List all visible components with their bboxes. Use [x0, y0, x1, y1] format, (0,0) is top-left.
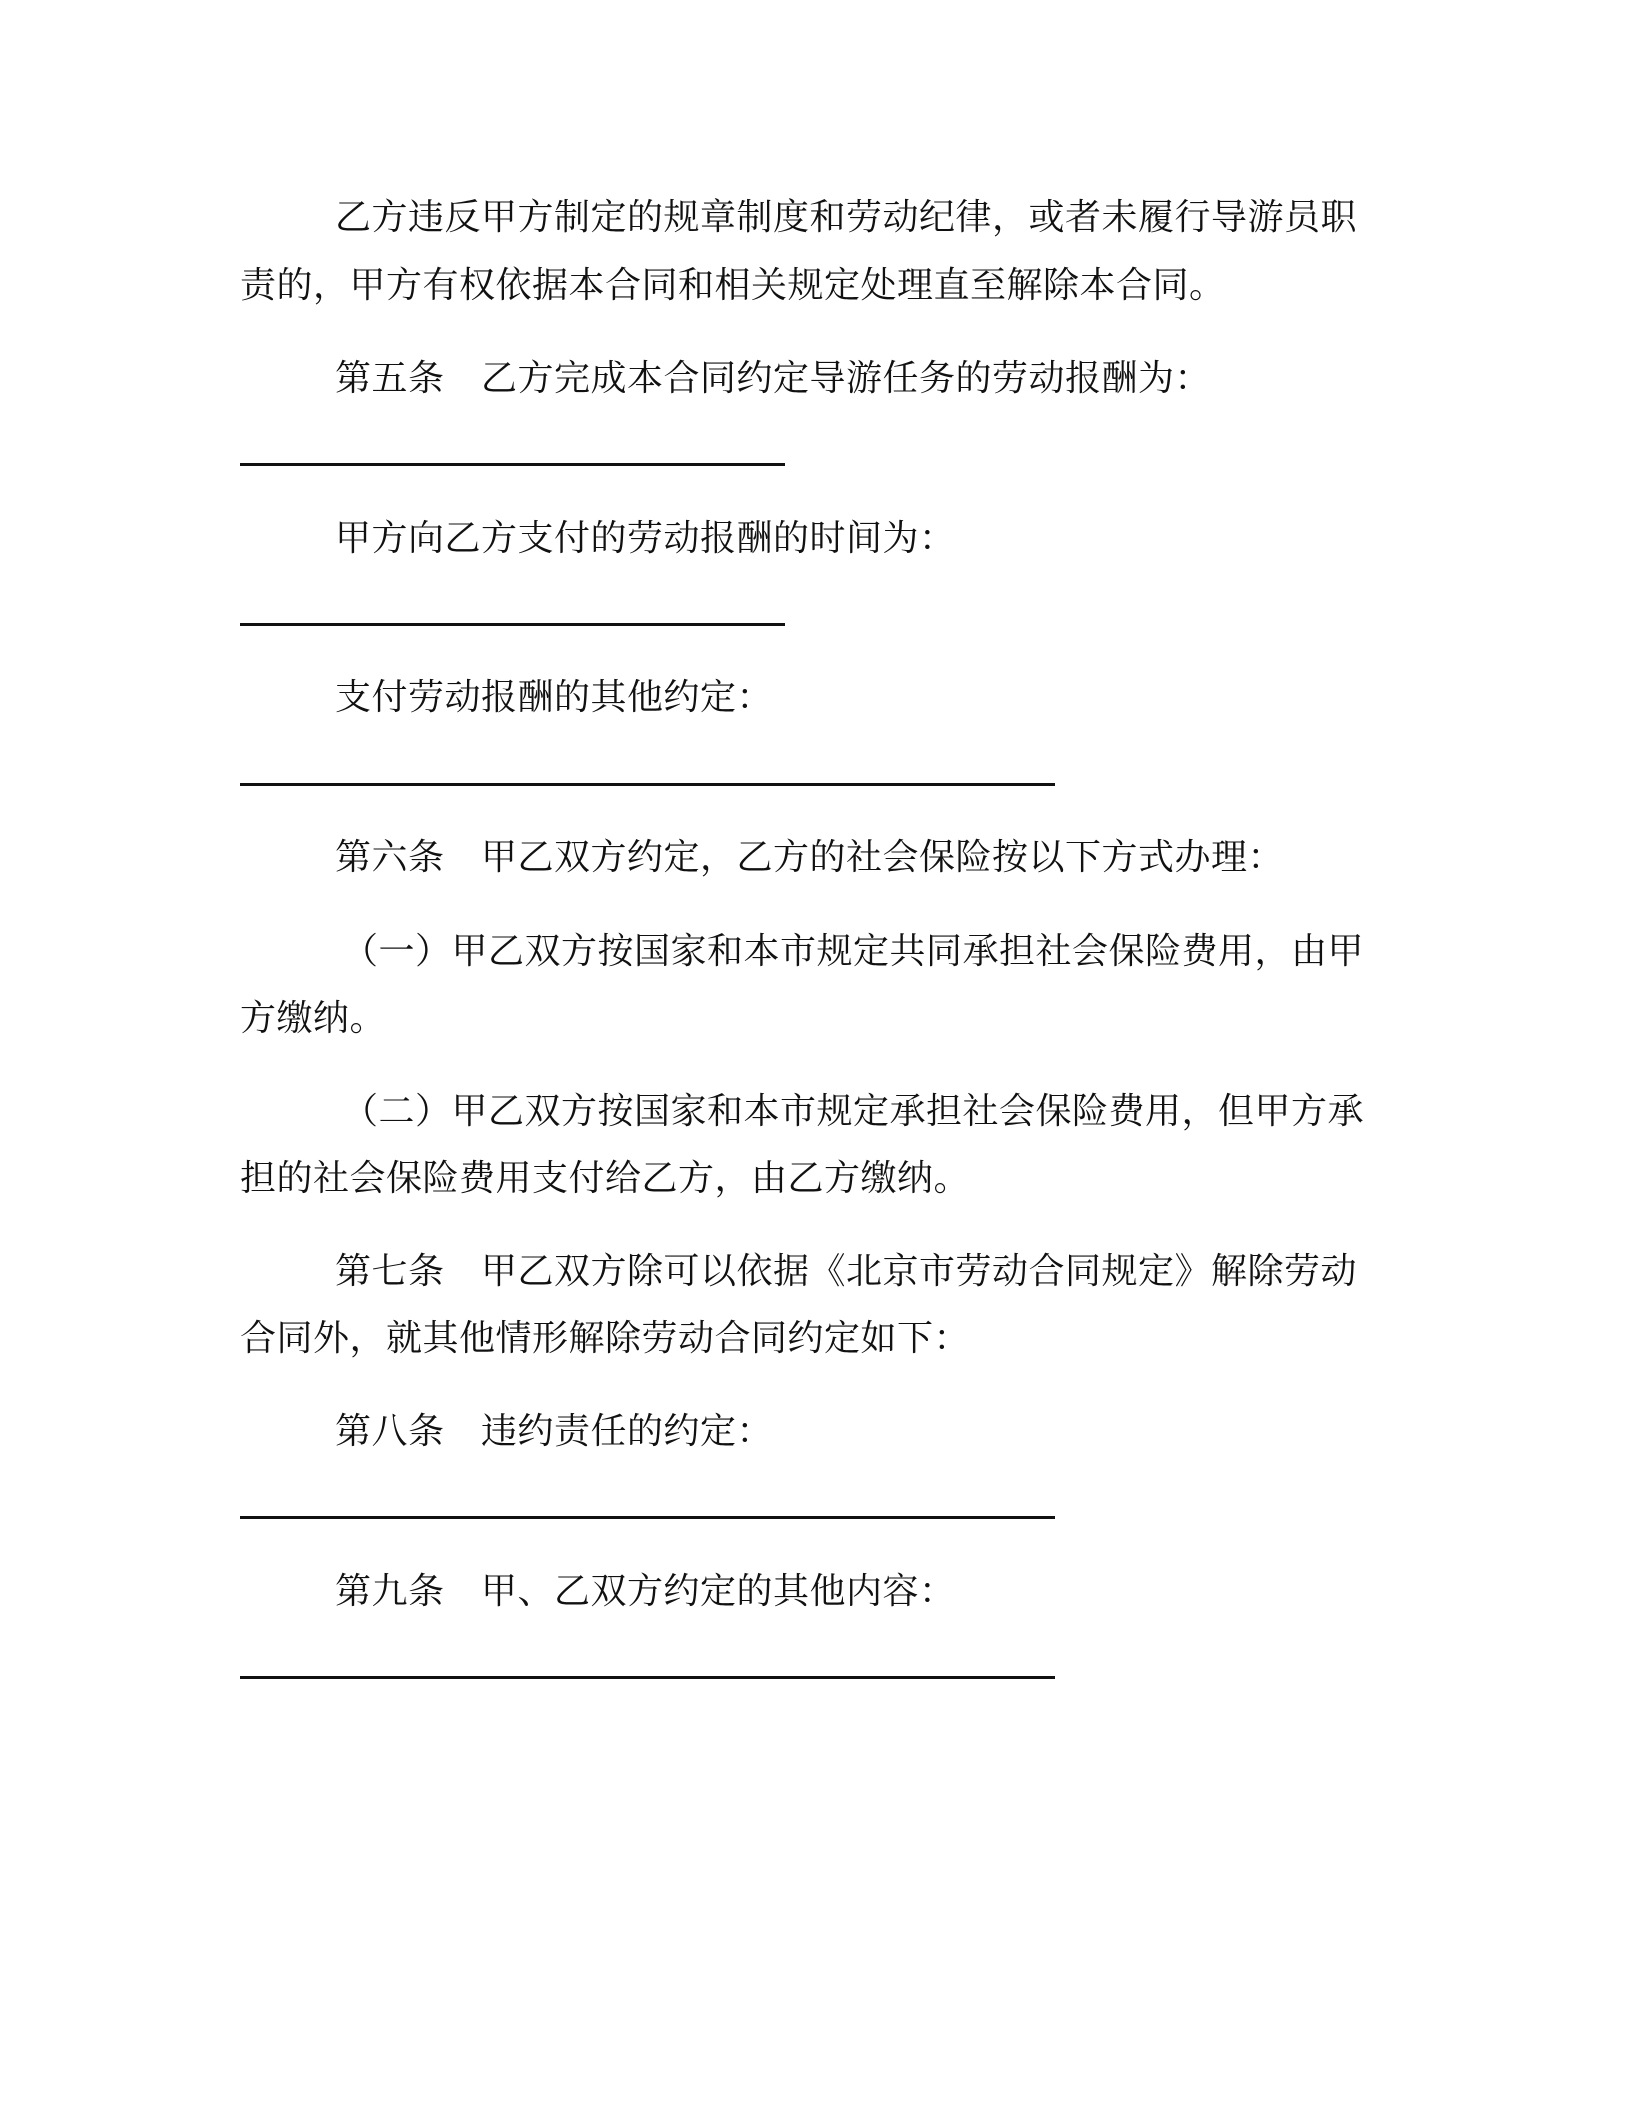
article-7-line-1: 第七条 甲乙双方除可以依据《北京市劳动合同规定》解除劳动	[335, 1251, 1358, 1292]
article-9-heading: 第九条 甲、乙双方约定的其他内容：	[335, 1571, 956, 1612]
insurance-option-2-line-1: （二）甲乙双方按国家和本市规定承担社会保险费用，但甲方承	[342, 1091, 1365, 1132]
fill-in-blank-payment-time[interactable]	[240, 623, 785, 626]
insurance-option-1-line-1: （一）甲乙双方按国家和本市规定共同承担社会保险费用，由甲	[342, 931, 1365, 972]
fill-in-blank-breach-liability[interactable]	[240, 1516, 1055, 1519]
fill-in-blank-other-content[interactable]	[240, 1676, 1055, 1679]
article-7-line-2: 合同外，就其他情形解除劳动合同约定如下：	[240, 1318, 971, 1359]
other-payment-terms-label: 支付劳动报酬的其他约定：	[335, 677, 774, 718]
article-8-heading: 第八条 违约责任的约定：	[335, 1411, 774, 1452]
article-6-heading: 第六条 甲乙双方约定，乙方的社会保险按以下方式办理：	[335, 837, 1285, 878]
payment-time-label: 甲方向乙方支付的劳动报酬的时间为：	[335, 518, 956, 559]
paragraph-violation-line-1: 乙方违反甲方制定的规章制度和劳动纪律，或者未履行导游员职	[335, 197, 1358, 238]
insurance-option-1-line-2: 方缴纳。	[240, 998, 387, 1039]
paragraph-violation-line-2: 责的，甲方有权依据本合同和相关规定处理直至解除本合同。	[240, 265, 1226, 306]
fill-in-blank-other-payment-terms[interactable]	[240, 783, 1055, 786]
insurance-option-2-line-2: 担的社会保险费用支付给乙方，由乙方缴纳。	[240, 1158, 971, 1199]
fill-in-blank-remuneration[interactable]	[240, 463, 785, 466]
article-5-heading: 第五条 乙方完成本合同约定导游任务的劳动报酬为：	[335, 358, 1212, 399]
